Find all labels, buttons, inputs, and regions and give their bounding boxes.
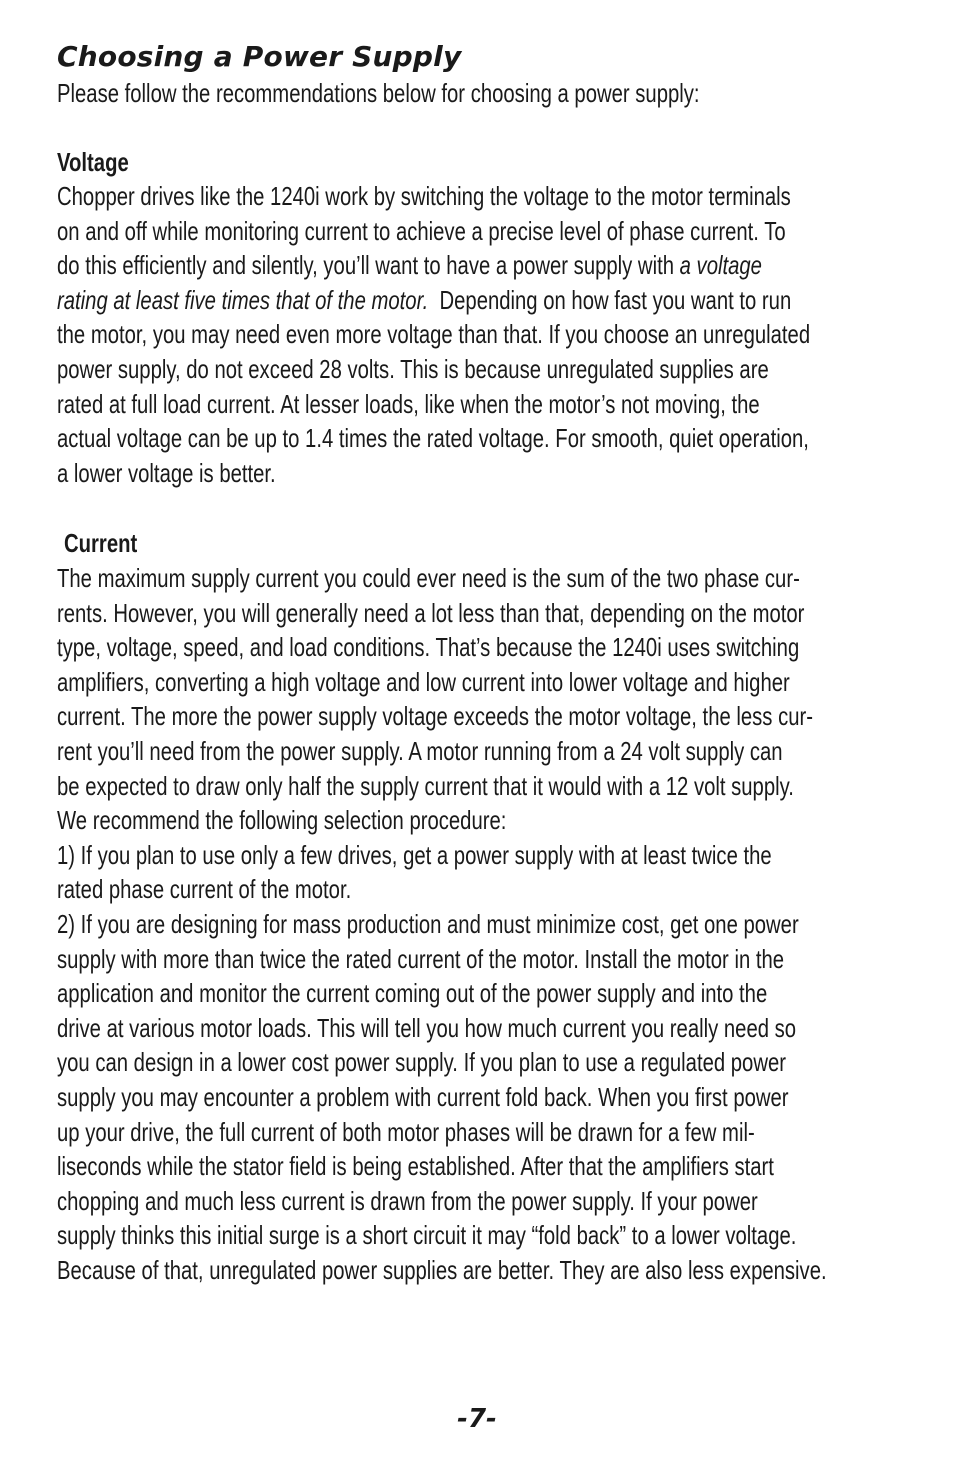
document-page — [57, 38, 917, 1285]
voltage-line: on and off while monitoring current to achieve a precise level of phase current. To — [57, 215, 786, 246]
current-line: chopping and much less current is drawn from the power supply. If your power — [57, 1185, 758, 1216]
intro-paragraph: Please follow the recommendations below for choosing a power supply: — [57, 78, 700, 108]
current-line: drive at various motor loads. This will tell you how much current you really need so — [57, 1012, 797, 1043]
current-line: 1) If you plan to use only a few drives, get a power supply with at least twice the — [57, 839, 772, 870]
current-line: you can design in a lower cost power supply. If you plan to use a regulated power — [57, 1047, 787, 1078]
voltage-paragraph — [57, 179, 917, 490]
voltage-emphasis: rating at least five times that of the motor. — [57, 284, 429, 315]
voltage-line: power supply, do not exceed 28 volts. This is because unregulated supplies are — [57, 353, 769, 384]
current-line: supply with more than twice the rated current of the motor. Install the motor in the — [57, 943, 785, 974]
voltage-line: the motor, you may need even more voltage than that. If you choose an unregulated — [57, 319, 811, 350]
voltage-line: rated at full load current. At lesser loads, like when the motor’s not moving, the — [57, 388, 760, 419]
current-line: amplifiers, converting a high voltage and low current into lower voltage and higher — [57, 666, 790, 697]
current-line: supply you may encounter a problem with current fold back. When you first power — [57, 1081, 789, 1112]
current-line: be expected to draw only half the supply current that it would with a 12 volt supply. — [57, 770, 794, 801]
voltage-line-text: do this efficiently and silently, you’ll want to have a power supply with — [57, 250, 680, 281]
current-line: We recommend the following selection procedure: — [57, 805, 507, 836]
current-line: application and monitor the current coming out of the power supply and into the — [57, 978, 768, 1009]
page-number: -7- — [457, 1404, 497, 1434]
voltage-heading: Voltage — [57, 147, 129, 177]
voltage-line-text: Depending on how fast you want to run — [428, 284, 792, 315]
current-line: up your drive, the full current of both motor phases will be drawn for a few mil- — [57, 1116, 755, 1147]
current-line: liseconds while the stator field is being established. After that the amplifiers start — [57, 1151, 774, 1182]
voltage-line: Chopper drives like the 1240i work by switching the voltage to the motor terminals — [57, 181, 791, 211]
current-line: rated phase current of the motor. — [57, 874, 352, 905]
current-line: Because of that, unregulated power supplies are better. They are also less expensive. — [57, 1254, 827, 1285]
voltage-line: a lower voltage is better. — [57, 457, 276, 488]
voltage-line: actual voltage can be up to 1.4 times the rated voltage. For smooth, quiet operation, — [57, 423, 809, 454]
current-line: The maximum supply current you could ever need is the sum of the two phase cur- — [57, 563, 800, 593]
voltage-line — [57, 248, 917, 283]
page-title: Choosing a Power Supply — [57, 40, 462, 73]
current-line: type, voltage, speed, and load conditions. That’s because the 1240i uses switching — [57, 632, 800, 663]
current-line: 2) If you are designing for mass production and must minimize cost, get one power — [57, 908, 799, 939]
current-line: rents. However, you will generally need a lot less than that, depending on the motor — [57, 597, 805, 628]
voltage-emphasis: a voltage — [679, 250, 762, 281]
current-heading: Current — [64, 528, 138, 558]
current-paragraph — [57, 561, 917, 1287]
current-line: supply thinks this initial surge is a short circuit it may “fold back” to a lower voltage. — [57, 1220, 797, 1251]
current-line: current. The more the power supply voltage exceeds the motor voltage, the less cur- — [57, 701, 814, 732]
voltage-line — [57, 283, 917, 318]
current-line: rent you’ll need from the power supply. A motor running from a 24 volt supply can — [57, 735, 783, 766]
